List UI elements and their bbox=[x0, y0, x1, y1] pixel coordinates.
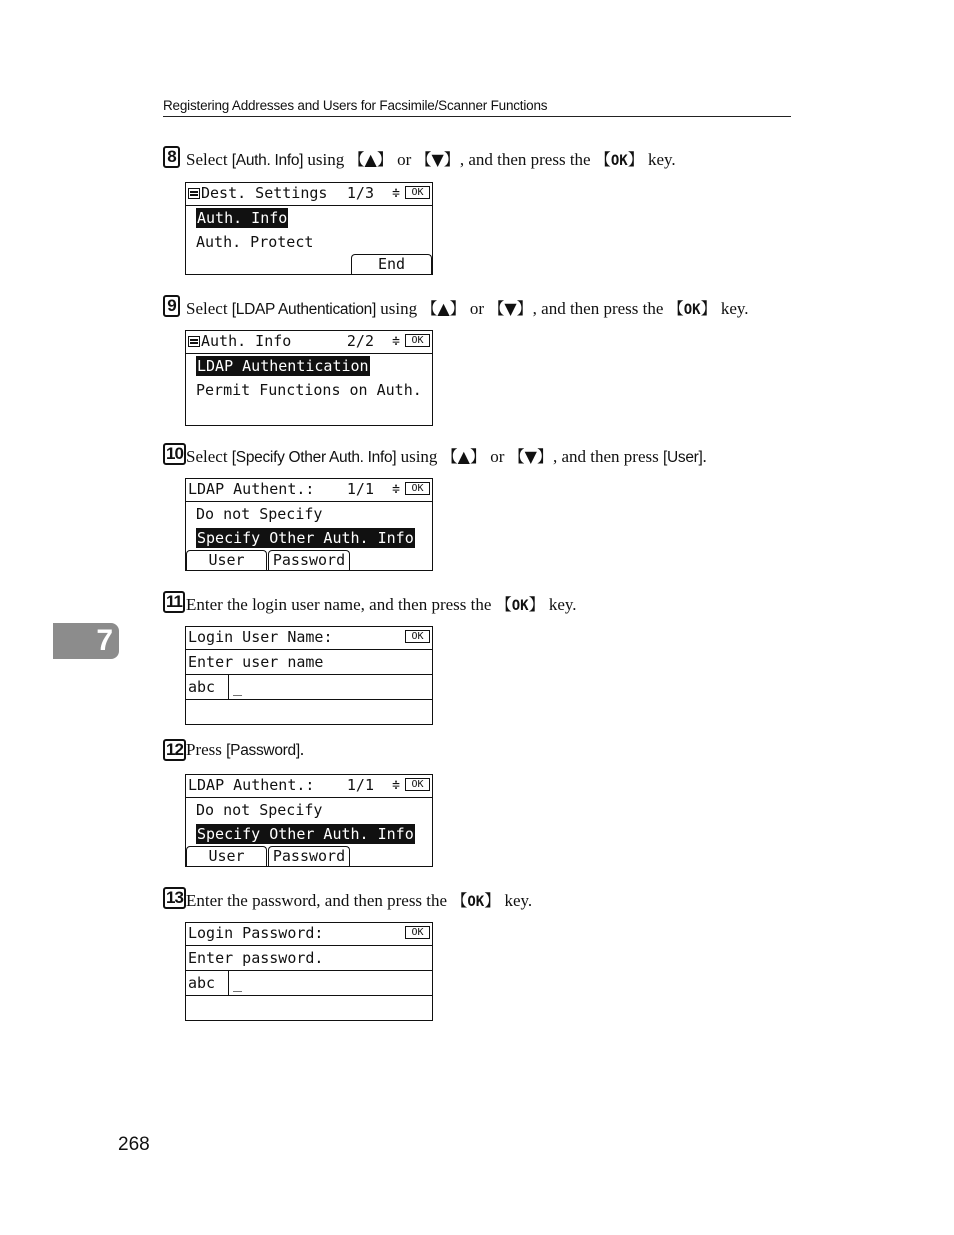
lcd-screen-dest-settings bbox=[185, 182, 433, 275]
menu-item-ldap-authentication[interactable]: LDAP Authentication bbox=[197, 357, 369, 375]
input-prompt-row bbox=[186, 946, 432, 971]
lcd-title-bar bbox=[186, 479, 432, 502]
input-prompt-row bbox=[186, 650, 432, 675]
lcd-screen-ldap-authent bbox=[185, 478, 433, 571]
document-icon bbox=[188, 188, 200, 199]
step-number: 9 bbox=[163, 295, 180, 317]
ok-icon: OK bbox=[405, 630, 430, 643]
step-instruction: Enter the password, and then press the 【OK】 key. bbox=[186, 891, 533, 910]
lcd-screen-auth-info bbox=[185, 330, 433, 426]
chapter-tab: 7 bbox=[53, 623, 119, 659]
lcd-screen-ldap-authent-2 bbox=[185, 774, 433, 867]
step-number: 10 bbox=[163, 443, 186, 465]
lcd-title-bar bbox=[186, 923, 432, 946]
input-prompt: Enter user name bbox=[188, 653, 324, 671]
password-softkey[interactable]: Password bbox=[268, 550, 350, 570]
lcd-title: Dest. Settings bbox=[188, 183, 327, 204]
step-number: 8 bbox=[163, 146, 180, 168]
lcd-title-bar bbox=[186, 627, 432, 650]
page-indicator: 1/1 bbox=[346, 480, 374, 498]
step-number: 12 bbox=[163, 739, 186, 761]
menu-item-do-not-specify[interactable]: Do not Specify bbox=[196, 801, 323, 819]
step-instruction: Select [Auth. Info] using 【▲】 or 【▼】, and then press the 【OK】 key. bbox=[186, 150, 676, 169]
step-number: 13 bbox=[163, 887, 186, 909]
lcd-screen-login-user-name bbox=[185, 626, 433, 725]
menu-item-specify-other[interactable]: Specify Other Auth. Info bbox=[197, 529, 414, 547]
lcd-title: Login Password: bbox=[188, 924, 324, 942]
password-input[interactable] bbox=[186, 971, 432, 996]
step-instruction: Enter the login user name, and then press the 【OK】 key. bbox=[186, 595, 577, 614]
lcd-title: LDAP Authent.: bbox=[188, 776, 315, 794]
running-header bbox=[163, 96, 791, 117]
page-indicator: 2/2 bbox=[346, 332, 374, 350]
up-down-arrows-icon: ≑ bbox=[392, 334, 400, 349]
menu-item-permit-functions[interactable]: Permit Functions on Auth. bbox=[196, 381, 422, 399]
step-instruction: Press [Password]. bbox=[186, 740, 305, 759]
lcd-title-bar bbox=[186, 331, 432, 354]
lcd-title: Login User Name: bbox=[188, 628, 333, 646]
lcd-title-bar bbox=[186, 183, 432, 206]
user-softkey[interactable]: User bbox=[186, 846, 267, 866]
up-down-arrows-icon: ≑ bbox=[392, 482, 400, 497]
page-number: 268 bbox=[118, 1134, 150, 1155]
menu-item-auth-info[interactable]: Auth. Info bbox=[197, 209, 288, 227]
page-indicator: 1/3 bbox=[346, 184, 374, 202]
step-number: 11 bbox=[163, 591, 185, 613]
input-mode: abc bbox=[188, 675, 229, 699]
lcd-screen-login-password bbox=[185, 922, 433, 1021]
lcd-title-bar bbox=[186, 775, 432, 798]
ok-icon: OK bbox=[405, 186, 430, 199]
input-mode: abc bbox=[188, 971, 229, 995]
ok-icon: OK bbox=[405, 334, 430, 347]
lcd-title: Auth. Info bbox=[188, 331, 291, 352]
end-softkey[interactable]: End bbox=[351, 254, 432, 274]
input-prompt: Enter password. bbox=[188, 949, 324, 967]
ok-icon: OK bbox=[405, 482, 430, 495]
blank-row bbox=[186, 996, 432, 1020]
menu-item-do-not-specify[interactable]: Do not Specify bbox=[196, 505, 323, 523]
user-softkey[interactable]: User bbox=[186, 550, 267, 570]
up-down-arrows-icon: ≑ bbox=[392, 778, 400, 793]
password-softkey[interactable]: Password bbox=[268, 846, 350, 866]
running-title: Registering Addresses and Users for Facsimile/Scanner Functions bbox=[163, 98, 548, 113]
step-instruction: Select [LDAP Authentication] using 【▲】 or 【▼】, and then press the 【OK】 key. bbox=[186, 299, 749, 318]
page-indicator: 1/1 bbox=[346, 776, 374, 794]
menu-item-specify-other[interactable]: Specify Other Auth. Info bbox=[197, 825, 414, 843]
text-cursor: _ bbox=[233, 974, 243, 992]
document-icon bbox=[188, 336, 200, 347]
user-name-input[interactable] bbox=[186, 675, 432, 700]
blank-row bbox=[186, 700, 432, 724]
ok-icon: OK bbox=[405, 926, 430, 939]
ok-icon: OK bbox=[405, 778, 430, 791]
text-cursor: _ bbox=[233, 678, 243, 696]
menu-item-auth-protect[interactable]: Auth. Protect bbox=[196, 233, 314, 251]
up-down-arrows-icon: ≑ bbox=[392, 186, 400, 201]
step-instruction: Select [Specify Other Auth. Info] using 【▲】 or 【▼】, and then press [User]. bbox=[186, 447, 707, 466]
lcd-title: LDAP Authent.: bbox=[188, 480, 315, 498]
